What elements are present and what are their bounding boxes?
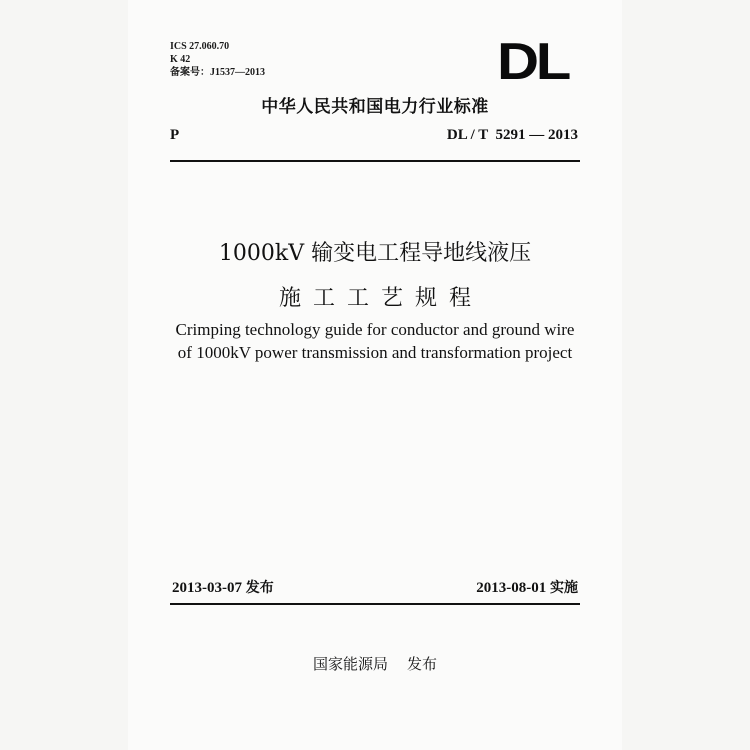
ics-number: ICS 27.060.70	[170, 41, 230, 52]
title-english-line2: of 1000kV power transmission and transformation project	[177, 343, 573, 362]
title-chinese-line2: 施工工艺规程	[278, 286, 483, 311]
dl-logo: DL	[497, 33, 568, 91]
implement-label: 实施	[550, 580, 578, 596]
classification-block	[170, 40, 265, 79]
publisher: 国家能源局 发布	[312, 655, 438, 673]
top-divider	[170, 160, 580, 162]
class-code: K 42	[170, 54, 191, 65]
issue-date: 2013-03-07	[172, 580, 242, 596]
industry-standard-heading: 中华人民共和国电力行业标准	[261, 97, 489, 117]
standard-code: DL / T 5291 — 2013	[446, 127, 578, 143]
category-letter: P	[170, 127, 180, 143]
record-number: 备案号：J1537—2013	[170, 67, 265, 78]
bottom-divider	[170, 603, 580, 605]
implement-date-block	[476, 577, 578, 597]
issue-date-block	[172, 577, 274, 597]
title-chinese-line1: 1000kV 输变电工程导地线液压	[218, 241, 532, 266]
implement-date: 2013-08-01	[476, 580, 547, 596]
title-english-line1: Crimping technology guide for conductor and ground wire	[175, 320, 575, 339]
issue-label: 发布	[245, 580, 274, 596]
